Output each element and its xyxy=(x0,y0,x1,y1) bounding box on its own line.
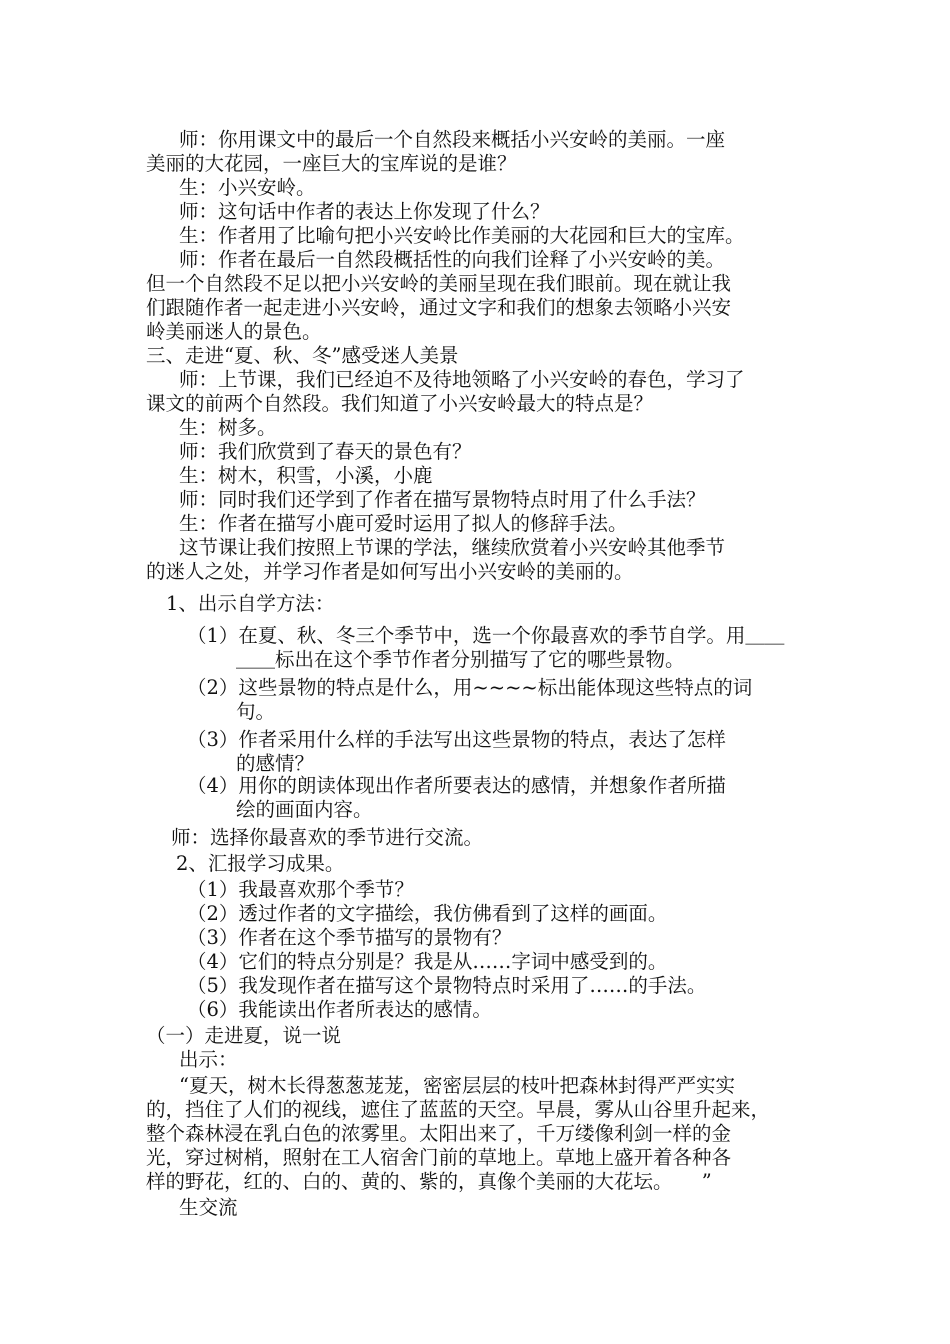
text-line: 这节课让我们按照上节课的学法，继续欣赏着小兴安岭其他季节 xyxy=(179,536,726,559)
quote-line: 的，挡住了人们的视线，遮住了蓝蓝的天空。早晨，雾从山谷里升起来， xyxy=(146,1098,771,1121)
text-line: 生：作者用了比喻句把小兴安岭比作美丽的大花园和巨大的宝库。 xyxy=(179,224,745,247)
text-line: 课文的前两个自然段。我们知道了小兴安岭最大的特点是？ xyxy=(146,392,654,415)
subsection-heading: 2、汇报学习成果。 xyxy=(176,852,345,875)
text-line: 的迷人之处，并学习作者是如何写出小兴安岭的美丽的。 xyxy=(146,560,634,583)
list-item-continuation: 的感情？ xyxy=(236,752,315,775)
list-item: （6）我能读出作者所表达的感情。 xyxy=(187,998,492,1021)
text-line: 生：树木，积雪，小溪，小鹿 xyxy=(179,464,433,487)
quote-line: 光，穿过树梢，照射在工人宿舍门前的草地上。草地上盛开着各种各 xyxy=(146,1146,732,1169)
list-item: （2）这些景物的特点是什么，用~~~~标出能体现这些特点的词 xyxy=(187,676,753,699)
list-item: （2）透过作者的文字描绘，我仿佛看到了这样的画面。 xyxy=(187,902,668,925)
text-line: 师：你用课文中的最后一个自然段来概括小兴安岭的美丽。一座 xyxy=(179,128,726,151)
text-line: 岭美丽迷人的景色。 xyxy=(146,320,322,343)
list-item: （3）作者采用什么样的手法写出这些景物的特点，表达了怎样 xyxy=(187,728,726,751)
list-item-continuation: 句。 xyxy=(236,700,276,723)
text-line: 生：树多。 xyxy=(179,416,277,439)
list-item-continuation: 绘的画面内容。 xyxy=(236,798,373,821)
quote-line: “夏天，树木长得葱葱茏茏，密密层层的枝叶把森林封得严严实实 xyxy=(179,1074,735,1097)
text-line: 生：小兴安岭。 xyxy=(179,176,316,199)
quote-line: 样的野花，红的、白的、黄的、紫的，真像个美丽的大花坛。 ” xyxy=(146,1170,712,1193)
text-line: 师：这句话中作者的表达上你发现了什么？ xyxy=(179,200,550,223)
list-item: （5）我发现作者在描写这个景物特点时采用了……的手法。 xyxy=(187,974,707,997)
text-line: 师：选择你最喜欢的季节进行交流。 xyxy=(171,826,484,849)
list-item: （3）作者在这个季节描写的景物有？ xyxy=(187,926,512,949)
text-line: 们跟随作者一起走进小兴安岭，通过文字和我们的想象去领略小兴安 xyxy=(146,296,732,319)
text-line: 师：作者在最后一自然段概括性的向我们诠释了小兴安岭的美。 xyxy=(179,248,726,271)
list-item: （4）它们的特点分别是？我是从……字词中感受到的。 xyxy=(187,950,668,973)
text-line: 师：上节课，我们已经迫不及待地领略了小兴安岭的春色，学习了 xyxy=(179,368,745,391)
subsection-heading: 1、出示自学方法： xyxy=(166,592,335,615)
list-item: （1）在夏、秋、冬三个季节中，选一个你最喜欢的季节自学。用＿＿ xyxy=(187,624,785,647)
text-line: 生：作者在描写小鹿可爱时运用了拟人的修辞手法。 xyxy=(179,512,628,535)
quote-line: 整个森林浸在乳白色的浓雾里。太阳出来了，千万缕像利剑一样的金 xyxy=(146,1122,732,1145)
list-item: （1）我最喜欢那个季节？ xyxy=(187,878,414,901)
list-item: （4）用你的朗读体现出作者所要表达的感情，并想象作者所描 xyxy=(187,774,726,797)
list-item-continuation: ＿＿标出在这个季节作者分别描写了它的哪些景物。 xyxy=(236,648,685,671)
text-line: 美丽的大花园，一座巨大的宝库说的是谁？ xyxy=(146,152,517,175)
text-line: 出示： xyxy=(179,1048,238,1071)
text-line: 但一个自然段不足以把小兴安岭的美丽呈现在我们眼前。现在就让我 xyxy=(146,272,732,295)
text-line: 师：我们欣赏到了春天的景色有？ xyxy=(179,440,472,463)
text-line: 生交流 xyxy=(179,1196,238,1219)
section-heading: 三、走进“夏、秋、冬”感受迷人美景 xyxy=(146,344,459,367)
text-line: 师：同时我们还学到了作者在描写景物特点时用了什么手法？ xyxy=(179,488,706,511)
subsection-heading: （一）走进夏，说一说 xyxy=(146,1024,342,1047)
